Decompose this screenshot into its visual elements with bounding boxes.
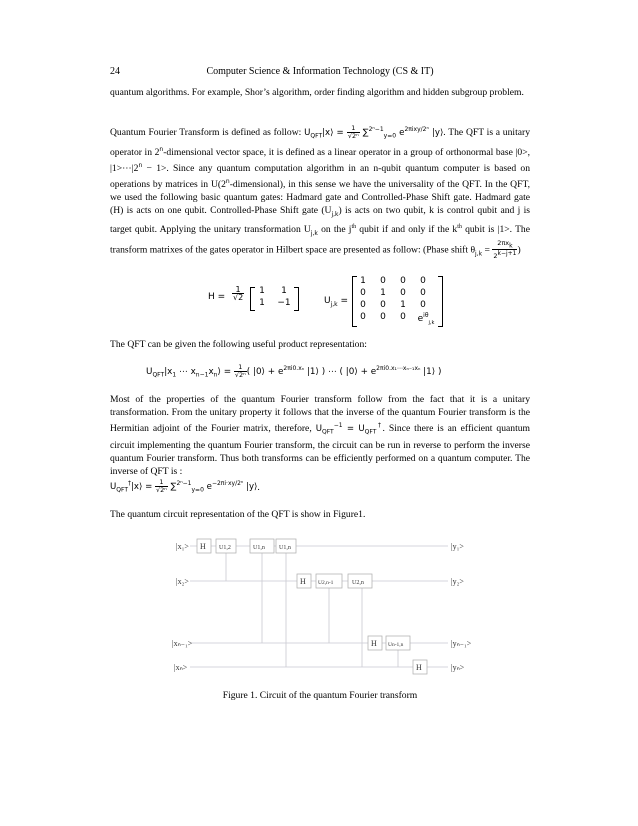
- running-title: Computer Science & Information Technology (CS & IT): [206, 66, 434, 77]
- input-xn: |xₙ>: [174, 663, 188, 672]
- output-yn-1: |yₙ₋₁>: [451, 639, 472, 648]
- paragraph-qft-definition: Quantum Fourier Transform is defined as follow: $U_{QFT}|x⟩$ = $\frac{1}{\text{√2ⁿ}}$ ∑$^{2^n-1}_{y=0}$ $e^{2\pi ixy/2^n}$ |y⟩. The QFT is a unitary operator in 2$^n$-dimensional vector space, it is defined as a linear operator in a group of orthonormal base |0>, $|1>\cdots|2^n - 1>$. Since any quantum computation algorithm in an n-qubit quantum computer is based on operations by matrices in U(2$^n$-dimensional), in this sense we have the universality of the QFT. In the QFT, we used the following basic quantum gates: Hadmard gate and Controlled-Phase Shift gate. Hadmard gate (H) is acts on one qubit. Controlled-Phase Shift gate $(U_{j,k})$ is acts on two qubit, k is control qubit and j is target qubit. Applying the unitary transformation $U_{j,k}$ on the $j^{th}$ qubit if and only if the $k^{th}$ qubit is |1>. The transform matrixes of the gates operator in Hilbert space are presented as follow: (Phase shift $\theta_{j,k}$ = $\frac{\text{2πxk}}{2k-j+1}$ ): [110, 123, 530, 261]
- output-yn: |yₙ>: [451, 663, 465, 672]
- qft-definition-equation: $U_{QFT}|x⟩$ = $\frac{1}{\text{√2ⁿ}}$ ∑$^{2^n-1}_{y=0}$ $e^{2\pi ixy/2^n}$ |y⟩: [304, 123, 444, 140]
- gate-u1n-b: U1,n: [279, 545, 291, 551]
- gate-u12: U1,2: [219, 545, 231, 551]
- gate-h-4: H: [416, 663, 422, 672]
- paragraph-product-intro: The QFT can be given the following useful product representation:: [110, 339, 367, 350]
- input-xn-1: |xₙ₋₁>: [172, 639, 193, 648]
- input-x2: |x₂>: [176, 577, 189, 586]
- paragraph-inverse: Most of the properties of the quantum Fourier transform follow from the fact that it is a unitary transformation. From the unitary property it follows that the inverse of the quantum Fourier transform is the Hermitian adjoint of the Fourier matrix, therefore, $U_{QFT}^{-1} = U_{QFT}^\dagger$. Since there is an efficient quantum circuit implementing the quantum Fourier transform, the circuit can be run in reverse to perform the inverse quantum Fourier transform. Thus both transforms can be efficiently performed on a quantum computer. The inverse of QFT is : $U_{QFT}^\dagger|x⟩$ = $\frac{1}{\text{√2ⁿ}}$ ∑$^{2^n-1}_{y=0}$ $e^{-2\pi i\cdot xy/2^n}$ |y⟩.: [110, 394, 530, 495]
- product-representation-equation: $U_{QFT}|x_1$ ⋯ $x_{n-1}x_n⟩$ = $\frac{1}{\text{√2ⁿ}}$ ( |0⟩ + $e^{2\pi i0.x_n}$ |1⟩ ) ⋯ ( |0⟩ + $e^{2\pi i0.x_1\cdots x_{n-1}x_n}$ |1⟩ ): [146, 362, 442, 379]
- page-number: 24: [110, 66, 120, 77]
- paragraph-circuit-intro: The quantum circuit representation of the QFT is show in Figure1.: [110, 509, 366, 520]
- figure-caption: Figure 1. Circuit of the quantum Fourier transform: [222, 690, 418, 701]
- gate-u2n: U2,n: [352, 580, 364, 586]
- gate-u1n-a: U1,n: [253, 545, 265, 551]
- input-x1: |x₁>: [176, 542, 189, 551]
- paragraph-1: quantum algorithms. For example, Shor’s algorithm, order finding algorithm and hidden subgroup problem.: [110, 87, 524, 98]
- output-y1: |y₁>: [451, 542, 464, 551]
- gate-h-1: H: [200, 542, 206, 551]
- gate-h-3: H: [371, 639, 377, 648]
- gate-h-2: H: [300, 577, 306, 586]
- output-y2: |y₂>: [451, 577, 464, 586]
- gate-u2n-1: U2,n-1: [318, 580, 334, 586]
- gate-un-1n: Un-1,n: [388, 642, 404, 648]
